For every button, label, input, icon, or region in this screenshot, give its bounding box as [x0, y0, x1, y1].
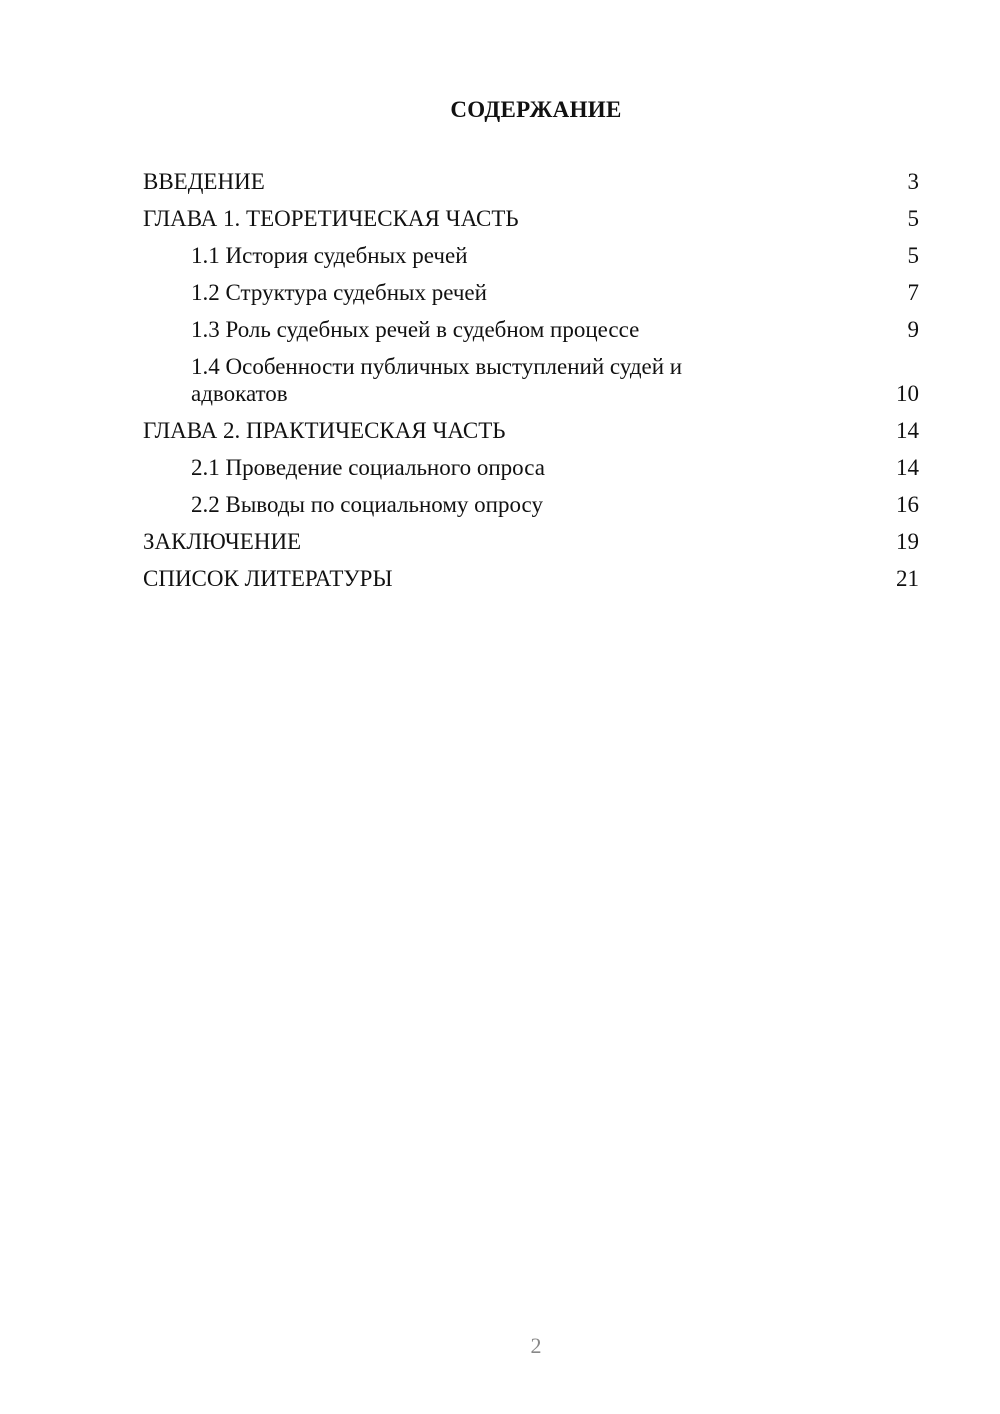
toc-entry-title: 1.3 Роль судебных речей в судебном процессе	[191, 317, 640, 342]
toc-entry-title: ГЛАВА 1. ТЕОРЕТИЧЕСКАЯ ЧАСТЬ	[143, 206, 519, 231]
toc-entry-chapter-2[interactable]	[143, 417, 919, 444]
toc-entry-page-number: 14	[896, 418, 919, 443]
toc-entry-page-number: 10	[896, 381, 919, 406]
toc-entry-title: ВВЕДЕНИЕ	[143, 169, 265, 194]
toc-entry-introduction[interactable]	[143, 168, 919, 195]
toc-entry-section-1-3[interactable]	[143, 316, 919, 343]
toc-entry-page-number: 16	[896, 492, 919, 517]
toc-entry-title: ЗАКЛЮЧЕНИЕ	[143, 529, 302, 554]
page-number: 2	[530, 1333, 542, 1358]
toc-entry-section-2-1[interactable]	[143, 454, 919, 481]
toc-entry-page-number: 14	[896, 455, 919, 480]
toc-entry-references[interactable]	[143, 565, 919, 592]
toc-entry-page-number: 9	[907, 317, 919, 342]
toc-entry-section-1-4[interactable]	[143, 353, 919, 407]
toc-entry-title: ГЛАВА 2. ПРАКТИЧЕСКАЯ ЧАСТЬ	[143, 418, 506, 443]
toc-entry-title: СПИСОК ЛИТЕРАТУРЫ	[143, 566, 393, 591]
toc-entry-page-number: 7	[907, 280, 919, 305]
toc-entry-page-number: 5	[907, 243, 919, 268]
table-of-contents	[143, 168, 919, 602]
toc-entry-section-2-2[interactable]	[143, 491, 919, 518]
toc-entry-title: 1.1 История судебных речей	[191, 243, 468, 268]
toc-entry-section-1-2[interactable]	[143, 279, 919, 306]
toc-entry-page-number: 5	[907, 206, 919, 231]
toc-entry-conclusion[interactable]	[143, 528, 919, 555]
toc-entry-chapter-1[interactable]	[143, 205, 919, 232]
toc-entry-title: 2.1 Проведение социального опроса	[191, 455, 545, 480]
toc-entry-title: 2.2 Выводы по социальному опросу	[191, 492, 543, 517]
toc-entry-page-number: 21	[896, 566, 919, 591]
toc-entry-title: 1.2 Структура судебных речей	[191, 280, 487, 305]
toc-entry-page-number: 3	[907, 169, 919, 194]
toc-entry-page-number: 19	[896, 529, 919, 554]
toc-heading: СОДЕРЖАНИЕ	[450, 97, 622, 122]
toc-entry-title: 1.4 Особенности публичных выступлений судей и адвокатов	[191, 354, 683, 406]
toc-entry-section-1-1[interactable]	[143, 242, 919, 269]
